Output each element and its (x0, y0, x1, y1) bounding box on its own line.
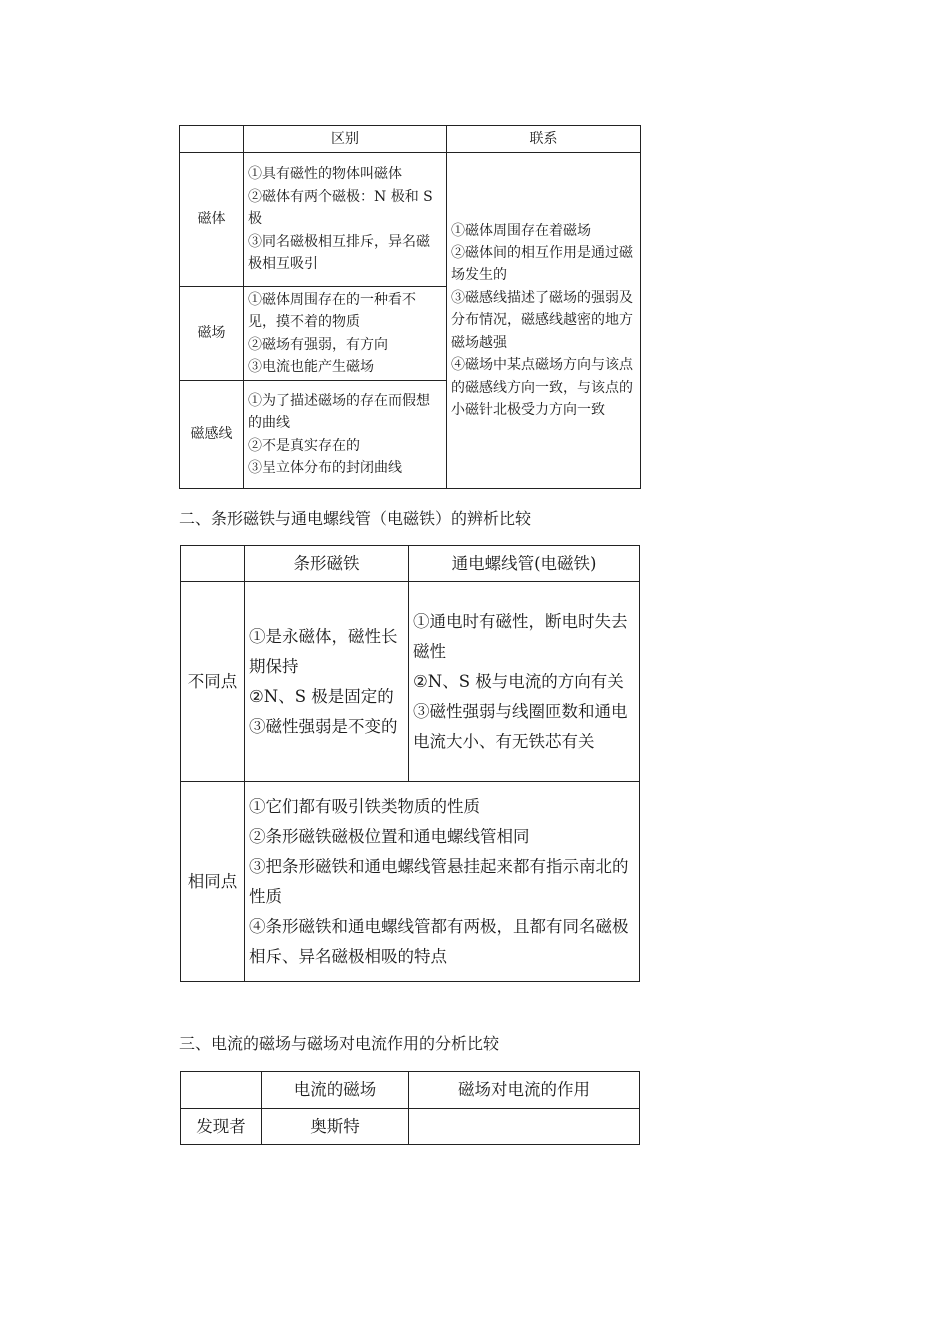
list-item: ③同名磁极相互排斥，异名磁极相互吸引 (248, 233, 430, 273)
section-heading-3: 三、电流的磁场与磁场对电流作用的分析比较 (179, 1034, 500, 1053)
table-header-row (180, 126, 641, 153)
list-item: ③把条形磁铁和通电螺线管悬挂起来都有指示南北的性质 (249, 856, 629, 906)
list-item: ②N、S 极是固定的 (249, 686, 394, 706)
header-cell-bar-magnet: 条形磁铁 (245, 546, 409, 582)
row-label-field: 磁场 (180, 287, 244, 381)
list-item: ②磁体间的相互作用是通过磁场发生的 (451, 245, 633, 284)
header-cell-empty (181, 1072, 262, 1109)
row-label-similarities: 相同点 (181, 782, 245, 982)
diff-cell-solenoid (409, 582, 640, 782)
list-item: ①为了描述磁场的存在而假想的曲线 (248, 392, 430, 432)
table-header-row (181, 546, 640, 582)
list-item: ①它们都有吸引铁类物质的性质 (249, 796, 480, 816)
row-label-field-lines: 磁感线 (180, 381, 244, 489)
diff-cell-field (244, 287, 447, 381)
row-label-magnet: 磁体 (180, 153, 244, 287)
comparison-table-current-field (180, 1071, 640, 1145)
row-label-differences: 不同点 (181, 582, 245, 782)
list-item: ④条形磁铁和通电螺线管都有两极，且都有同名磁极相斥、异名磁极相吸的特点 (249, 916, 629, 966)
list-item: ②磁场有强弱，有方向 (248, 336, 388, 353)
table-row (181, 582, 640, 782)
header-cell-empty (180, 126, 244, 153)
row-label-discoverer: 发现者 (181, 1109, 262, 1145)
list-item: ③磁性强弱与线圈匝数和通电电流大小、有无铁芯有关 (413, 701, 628, 751)
list-item: ①磁体周围存在的一种看不见，摸不着的物质 (248, 291, 416, 331)
list-item: ③电流也能产生磁场 (248, 358, 374, 375)
diff-cell-bar-magnet (245, 582, 409, 782)
list-item: ②N、S 极与电流的方向有关 (413, 671, 624, 691)
cell-discoverer-current-field: 奥斯特 (262, 1109, 409, 1145)
header-cell-solenoid: 通电螺线管(电磁铁) (409, 546, 640, 582)
list-item: ③磁感线描述了磁场的强弱及分布情况，磁感线越密的地方磁场越强 (451, 289, 633, 351)
header-cell-field-force: 磁场对电流的作用 (409, 1072, 640, 1109)
table-row (181, 782, 640, 982)
list-item: ①是永磁体，磁性长期保持 (249, 626, 398, 676)
list-item: ①通电时有磁性，断电时失去磁性 (413, 611, 628, 661)
list-item: ②不是真实存在的 (248, 437, 360, 454)
header-cell-relation: 联系 (447, 126, 641, 153)
list-item: ③磁性强弱是不变的 (249, 716, 398, 736)
comparison-table-magnet (179, 125, 641, 489)
table-row (180, 153, 641, 287)
cell-discoverer-field-force (409, 1109, 640, 1145)
same-cell (245, 782, 640, 982)
table-row (181, 1109, 640, 1145)
diff-cell-field-lines (244, 381, 447, 489)
relation-cell (447, 153, 641, 489)
header-cell-difference: 区别 (244, 126, 447, 153)
list-item: ②磁体有两个磁极：N 极和 S 极 (248, 188, 433, 228)
diff-cell-magnet (244, 153, 447, 287)
table-header-row (181, 1072, 640, 1109)
list-item: ④磁场中某点磁场方向与该点的磁感线方向一致，与该点的小磁针北极受力方向一致 (451, 357, 633, 418)
list-item: ②条形磁铁磁极位置和通电螺线管相同 (249, 826, 530, 846)
header-cell-empty (181, 546, 245, 582)
list-item: ①具有磁性的物体叫磁体 (248, 166, 402, 183)
header-cell-current-field: 电流的磁场 (262, 1072, 409, 1109)
comparison-table-bar-magnet-solenoid (180, 545, 640, 982)
section-heading-2: 二、条形磁铁与通电螺线管（电磁铁）的辨析比较 (179, 509, 532, 528)
list-item: ③呈立体分布的封闭曲线 (248, 459, 402, 476)
list-item: ①磁体周围存在着磁场 (451, 222, 591, 239)
